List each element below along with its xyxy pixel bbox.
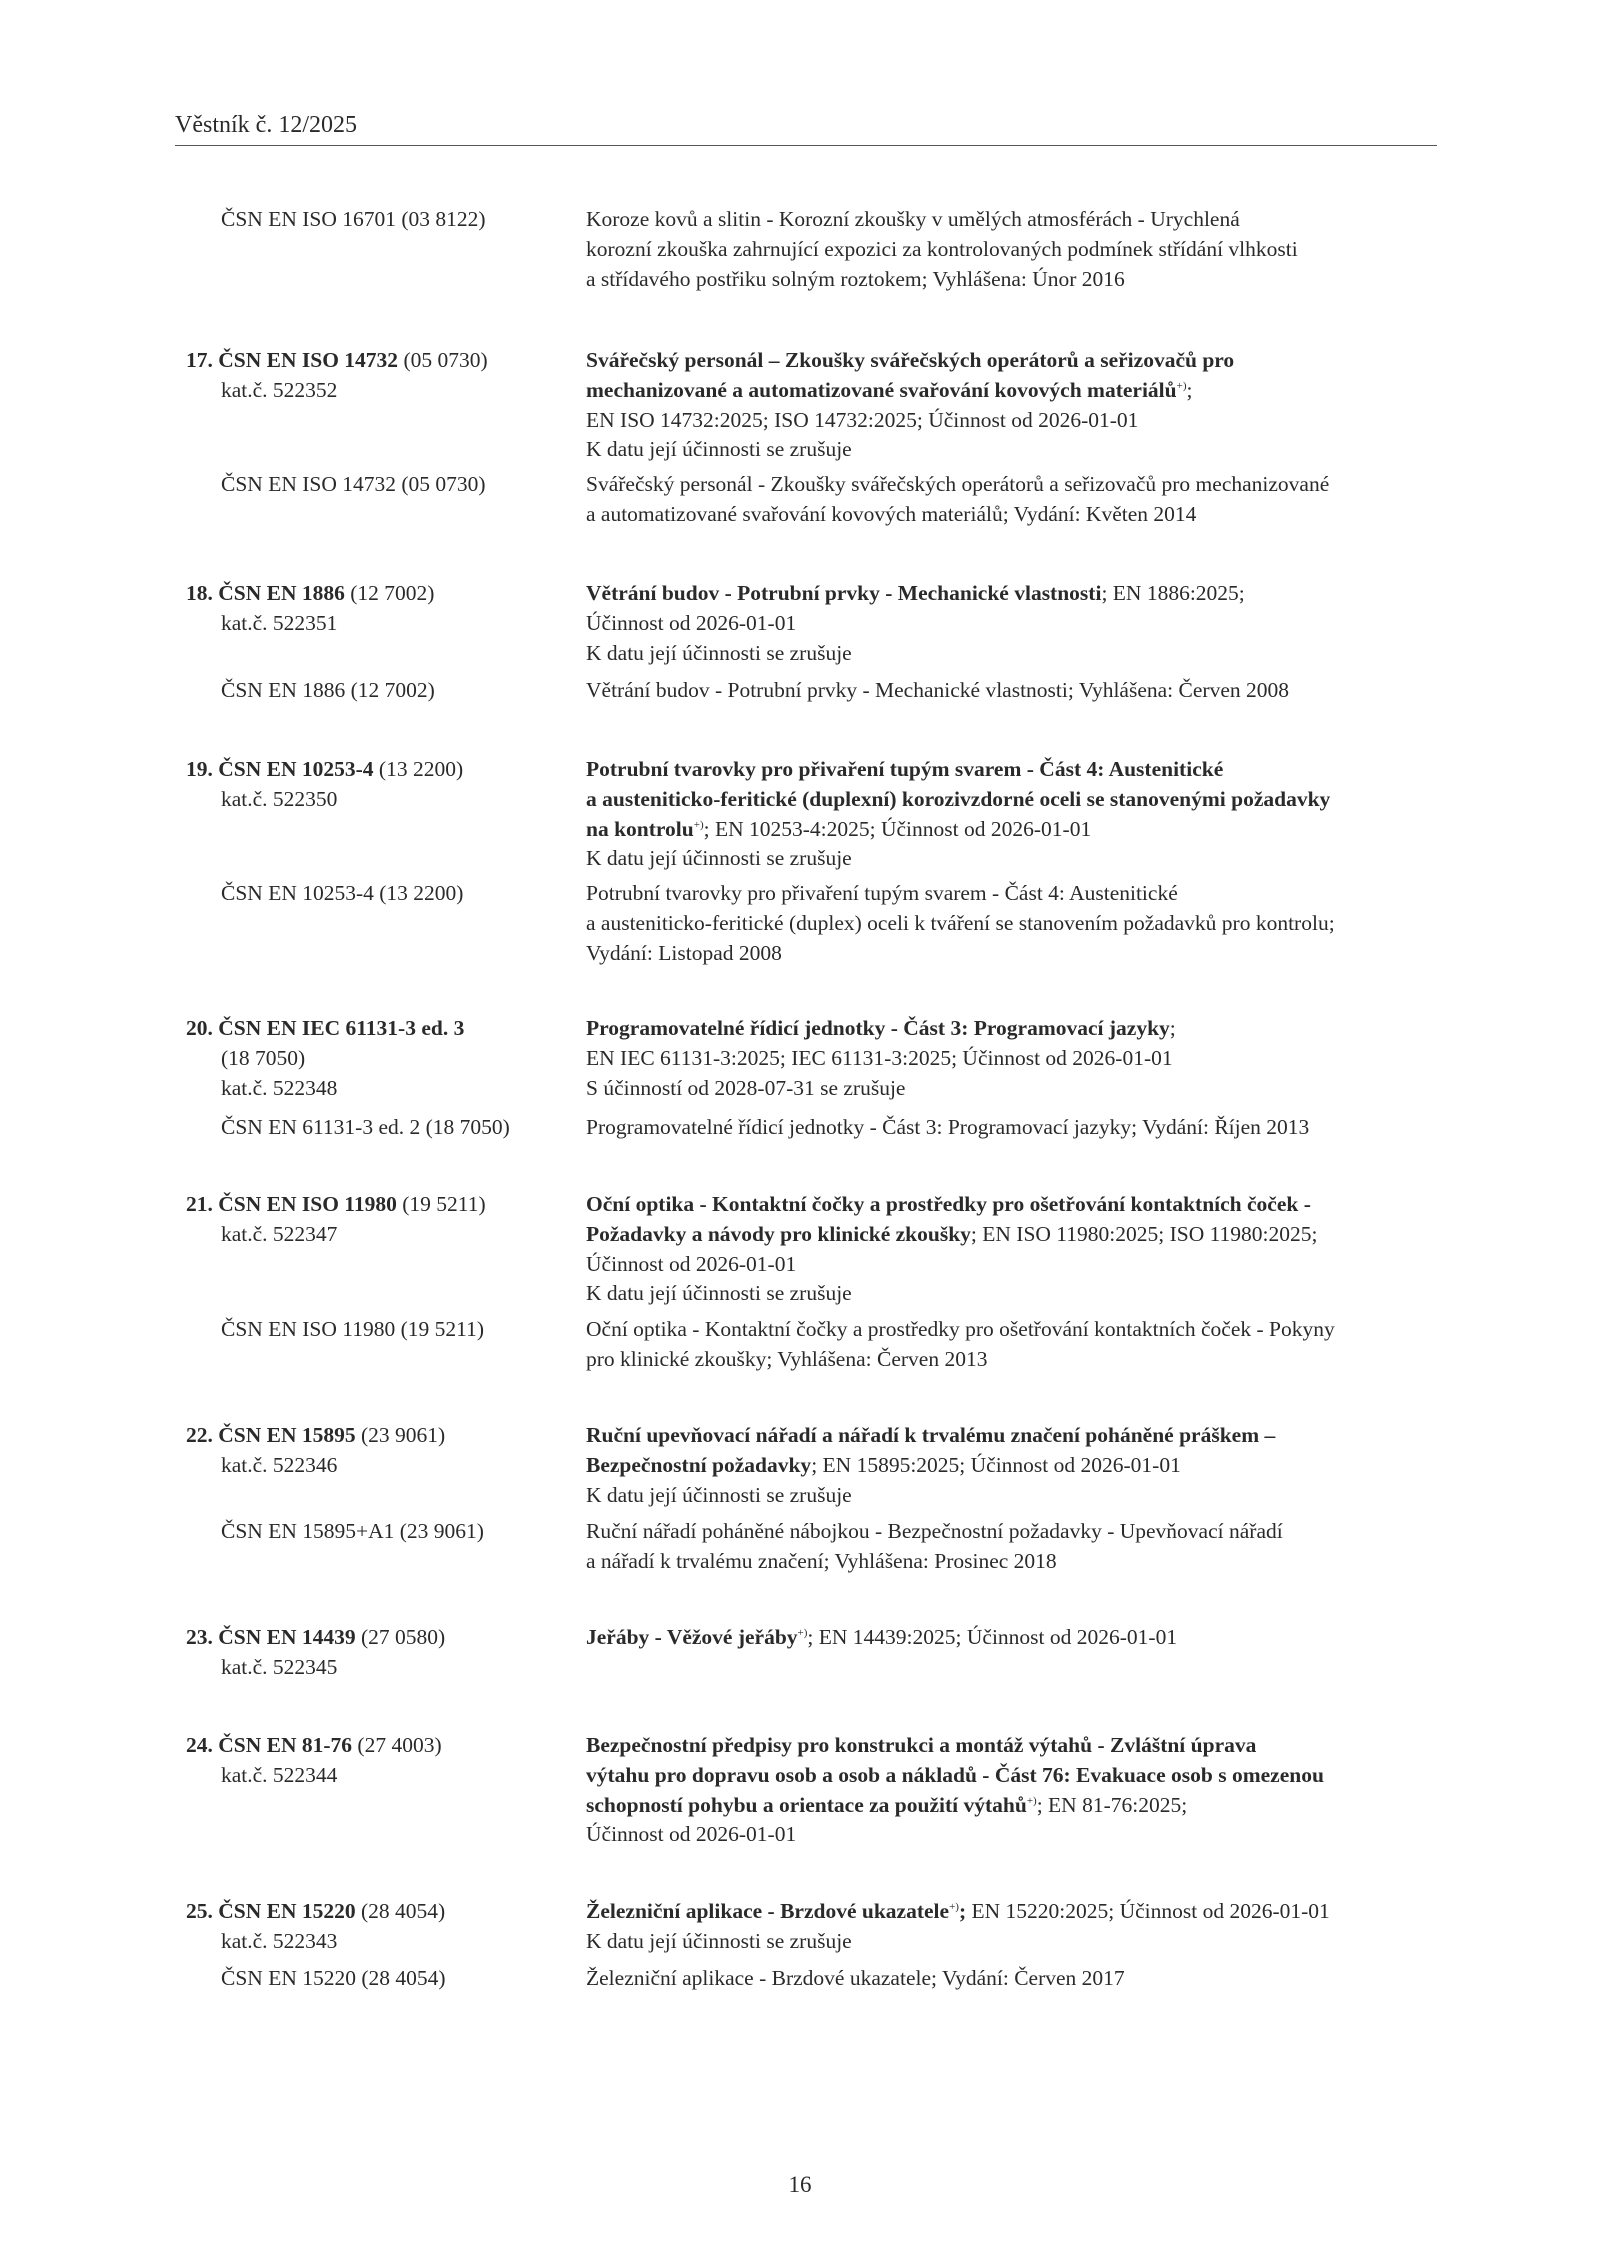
text: K datu její účinnosti se zrušuje xyxy=(586,1928,852,1953)
bold-text: Jeřáby - Věžové jeřáby xyxy=(586,1625,798,1649)
bold-text: Programovatelné řídicí jednotky - Část 3: Programovací jazyky xyxy=(586,1016,1170,1040)
text-line xyxy=(186,1074,464,1104)
text-line xyxy=(586,1820,1324,1850)
text-line xyxy=(586,844,1330,874)
text: kat.č. 522345 xyxy=(221,1654,338,1679)
standard-designation xyxy=(186,1190,486,1250)
text-line xyxy=(586,435,1234,465)
standard-description xyxy=(586,1113,1309,1143)
text-line xyxy=(586,1731,1324,1761)
text-line xyxy=(586,1220,1318,1250)
bold-text: Oční optika - Kontaktní čočky a prostředky pro ošetřování kontaktních čoček - xyxy=(586,1192,1311,1216)
bold-text: 17. ČSN EN ISO 14732 xyxy=(186,348,399,372)
text-line xyxy=(586,785,1330,815)
bold-text: 25. ČSN EN 15220 xyxy=(186,1899,356,1923)
footnote-marker: +) xyxy=(949,1901,959,1913)
text-line xyxy=(586,1481,1275,1511)
standard-designation xyxy=(186,1897,445,1957)
text-line xyxy=(586,1451,1275,1481)
text-line xyxy=(186,1927,445,1957)
bold-text: 24. ČSN EN 81-76 xyxy=(186,1733,353,1757)
text: ČSN EN 15895+A1 (23 9061) xyxy=(221,1519,484,1543)
text: (18 7050) xyxy=(221,1045,306,1070)
text: (05 0730) xyxy=(398,348,488,372)
text: kat.č. 522351 xyxy=(221,610,338,635)
text: ; EN 14439:2025; Účinnost od 2026-01-01 xyxy=(807,1625,1178,1649)
footnote-marker: +) xyxy=(1026,1794,1037,1807)
text-line xyxy=(586,1250,1318,1280)
text-line xyxy=(186,879,463,909)
text: Oční optika - Kontaktní čočky a prostředky pro ošetřování kontaktních čoček - Pokyny xyxy=(586,1317,1335,1341)
standard-designation xyxy=(186,676,435,706)
text-line xyxy=(186,1044,464,1074)
text-line xyxy=(586,1014,1176,1044)
text: (27 0580) xyxy=(355,1625,446,1649)
standard-description xyxy=(586,205,1298,294)
page-number: 16 xyxy=(788,2172,812,2197)
text-line xyxy=(586,815,1330,845)
text-line xyxy=(186,609,434,639)
standard-description xyxy=(586,1623,1177,1653)
standard-designation xyxy=(186,346,488,406)
text: ČSN EN 1886 (12 7002) xyxy=(221,678,435,702)
text-line xyxy=(586,376,1234,406)
text-line xyxy=(586,1315,1335,1345)
text-line xyxy=(586,909,1335,939)
text-line xyxy=(186,676,435,706)
text-line xyxy=(186,1014,464,1044)
text: ; EN 15895:2025; Účinnost od 2026-01-01 xyxy=(811,1452,1181,1477)
text-line xyxy=(586,1074,1176,1104)
text-line xyxy=(586,1517,1283,1547)
text-line xyxy=(186,205,486,235)
text-line xyxy=(186,1623,445,1653)
text: Větrání budov - Potrubní prvky - Mechanické vlastnosti; Vyhlášena: Červen 2008 xyxy=(586,678,1289,702)
text: (27 4003) xyxy=(352,1733,442,1757)
standard-description xyxy=(586,755,1330,874)
text: kat.č. 522352 xyxy=(221,377,338,402)
standard-description xyxy=(586,1964,1125,1994)
standard-designation xyxy=(186,1014,464,1103)
bold-text: mechanizované a automatizované svařování kovových materiálů xyxy=(586,377,1177,402)
text-line xyxy=(586,205,1298,235)
text-line xyxy=(586,1547,1283,1577)
standard-description xyxy=(586,1190,1318,1309)
text: ; xyxy=(1186,377,1193,402)
standard-designation xyxy=(186,470,486,500)
standard-designation xyxy=(186,1113,510,1143)
bold-text: výtahu pro dopravu osob a osob a nákladů - Část 76: Evakuace osob s omezenou xyxy=(586,1762,1324,1787)
text: K datu její účinnosti se zrušuje xyxy=(586,437,852,462)
text-line xyxy=(186,1315,484,1345)
standard-description xyxy=(586,1731,1324,1850)
text-line xyxy=(586,235,1298,265)
bold-text: Požadavky a návody pro klinické zkoušky xyxy=(586,1221,971,1246)
footnote-marker: +) xyxy=(1176,379,1187,392)
text-line xyxy=(186,1761,442,1791)
text-line xyxy=(586,1927,1330,1957)
text: ČSN EN 10253-4 (13 2200) xyxy=(221,881,464,905)
text: ; EN 81-76:2025; xyxy=(1036,1792,1188,1817)
text: kat.č. 522348 xyxy=(221,1075,338,1100)
text: a automatizované svařování kovových materiálů; Vydání: Květen 2014 xyxy=(586,501,1197,526)
text: S účinností od 2028-07-31 se zrušuje xyxy=(586,1075,906,1100)
text: ČSN EN ISO 14732 (05 0730) xyxy=(221,472,486,496)
standard-designation xyxy=(186,205,486,235)
text-line xyxy=(586,1113,1309,1143)
text: ; EN ISO 11980:2025; ISO 11980:2025; xyxy=(970,1221,1318,1246)
text: Účinnost od 2026-01-01 xyxy=(586,610,797,635)
text: K datu její účinnosti se zrušuje xyxy=(586,846,852,871)
text-line xyxy=(586,609,1245,639)
text-line xyxy=(186,1897,445,1927)
bold-text: 19. ČSN EN 10253-4 xyxy=(186,757,374,781)
text-line xyxy=(586,470,1329,500)
text-line xyxy=(586,1623,1177,1653)
text-line xyxy=(586,1279,1318,1309)
text-line xyxy=(186,1653,445,1683)
bold-text: Bezpečnostní předpisy pro konstrukci a montáž výtahů - Zvláštní úprava xyxy=(586,1733,1257,1757)
text: Vydání: Listopad 2008 xyxy=(586,940,782,965)
bold-text: ; xyxy=(958,1899,967,1923)
standard-description xyxy=(586,676,1289,706)
text: ; EN 1886:2025; xyxy=(1101,581,1245,605)
text: (23 9061) xyxy=(355,1423,446,1447)
text: Ruční nářadí poháněné nábojkou - Bezpečnostní požadavky - Upevňovací nářadí xyxy=(586,1519,1283,1543)
text-line xyxy=(186,376,488,406)
standard-designation xyxy=(186,1315,484,1345)
bold-text: Větrání budov - Potrubní prvky - Mechanické vlastnosti xyxy=(586,581,1102,605)
bold-text: 21. ČSN EN ISO 11980 xyxy=(186,1192,397,1216)
text-line xyxy=(586,406,1234,436)
text: a austeniticko-feritické (duplex) oceli k tváření se stanovením požadavků pro kontrolu; xyxy=(586,910,1335,935)
text-line xyxy=(186,1451,445,1481)
text-line xyxy=(586,939,1335,969)
bold-text: 18. ČSN EN 1886 xyxy=(186,581,345,605)
text-line xyxy=(186,1220,486,1250)
text: pro klinické zkoušky; Vyhlášena: Červen 2013 xyxy=(586,1346,988,1371)
text: kat.č. 522350 xyxy=(221,786,338,811)
text-line xyxy=(586,1044,1176,1074)
standard-description xyxy=(586,1315,1335,1375)
text-line xyxy=(586,1791,1324,1821)
bold-text: Potrubní tvarovky pro přivaření tupým svarem - Část 4: Austenitické xyxy=(586,757,1224,781)
standard-description xyxy=(586,346,1234,465)
standard-designation xyxy=(186,1731,442,1791)
text: ČSN EN ISO 16701 (03 8122) xyxy=(221,207,486,231)
text-line xyxy=(586,1190,1318,1220)
text: ; xyxy=(1169,1016,1176,1040)
text-line xyxy=(586,879,1335,909)
standard-description xyxy=(586,470,1329,530)
text: Koroze kovů a slitin - Korozní zkoušky v umělých atmosférách - Urychlená xyxy=(586,207,1240,231)
footnote-marker: +) xyxy=(797,1627,808,1639)
text: ČSN EN 61131-3 ed. 2 (18 7050) xyxy=(221,1115,510,1139)
standard-designation xyxy=(186,579,434,639)
text-line xyxy=(586,1897,1330,1927)
standard-designation xyxy=(186,1964,446,1994)
bold-text: Ruční upevňovací nářadí a nářadí k trvalému značení poháněné práškem – xyxy=(586,1423,1276,1447)
text-line xyxy=(586,346,1234,376)
text-line xyxy=(586,639,1245,669)
text: korozní zkouška zahrnující expozici za kontrolovaných podmínek střídání vlhkosti xyxy=(586,236,1298,261)
standard-description xyxy=(586,1897,1330,1957)
bold-text: 22. ČSN EN 15895 xyxy=(186,1423,356,1447)
standard-designation xyxy=(186,879,463,909)
text: K datu její účinnosti se zrušuje xyxy=(586,1482,852,1507)
text: kat.č. 522343 xyxy=(221,1928,338,1953)
text: EN ISO 14732:2025; ISO 14732:2025; Účinnost od 2026-01-01 xyxy=(586,407,1139,432)
text: Účinnost od 2026-01-01 xyxy=(586,1251,797,1276)
standard-designation xyxy=(186,1421,445,1481)
text: ČSN EN 15220 (28 4054) xyxy=(221,1966,446,1990)
text-line xyxy=(586,1421,1275,1451)
bold-text: Svářečský personál – Zkoušky svářečských operátorů a seřizovačů pro xyxy=(586,348,1235,372)
text: (13 2200) xyxy=(373,757,464,781)
text-line xyxy=(586,500,1329,530)
text: EN IEC 61131-3:2025; IEC 61131-3:2025; Účinnost od 2026-01-01 xyxy=(586,1045,1173,1070)
standard-description xyxy=(586,579,1245,668)
text: Potrubní tvarovky pro přivaření tupým svarem - Část 4: Austenitické xyxy=(586,881,1178,905)
text: Programovatelné řídicí jednotky - Část 3: Programovací jazyky; Vydání: Říjen 2013 xyxy=(586,1115,1310,1139)
text: kat.č. 522347 xyxy=(221,1221,338,1246)
text-line xyxy=(186,1113,510,1143)
bold-text: 20. ČSN EN IEC 61131-3 ed. 3 xyxy=(186,1016,465,1040)
standard-designation xyxy=(186,1517,484,1547)
text: EN 15220:2025; Účinnost od 2026-01-01 xyxy=(966,1899,1330,1923)
text-line xyxy=(186,1731,442,1761)
text: Účinnost od 2026-01-01 xyxy=(586,1822,797,1847)
text-line xyxy=(186,579,434,609)
standard-description xyxy=(586,1014,1176,1103)
text-line xyxy=(586,1761,1324,1791)
bold-text: na kontrolu xyxy=(586,816,694,841)
standard-description xyxy=(586,879,1335,968)
text: K datu její účinnosti se zrušuje xyxy=(586,1281,852,1306)
text: kat.č. 522344 xyxy=(221,1762,338,1787)
bold-text: schopností pohybu a orientace za použití výtahů xyxy=(586,1792,1027,1817)
text-line xyxy=(186,785,463,815)
standard-description xyxy=(586,1421,1275,1510)
text: K datu její účinnosti se zrušuje xyxy=(586,640,852,665)
text-line xyxy=(186,1421,445,1451)
text: (28 4054) xyxy=(355,1899,446,1923)
standard-designation xyxy=(186,1623,445,1683)
text: Svářečský personál - Zkoušky svářečských operátorů a seřizovačů pro mechanizované xyxy=(586,472,1330,496)
standard-description xyxy=(586,1517,1283,1577)
bold-text: a austeniticko-feritické (duplexní) korozivzdorné oceli se stanovenými požadavky xyxy=(586,786,1331,811)
text: ; EN 10253-4:2025; Účinnost od 2026-01-01 xyxy=(703,816,1092,841)
text-line xyxy=(186,1964,446,1994)
bold-text: Železniční aplikace - Brzdové ukazatele xyxy=(586,1899,950,1923)
journal-header-title: Věstník č. 12/2025 xyxy=(175,112,357,138)
standard-designation xyxy=(186,755,463,815)
bold-text: 23. ČSN EN 14439 xyxy=(186,1625,356,1649)
text: (12 7002) xyxy=(344,581,435,605)
text-line xyxy=(186,470,486,500)
text: a nářadí k trvalému značení; Vyhlášena: Prosinec 2018 xyxy=(586,1548,1057,1573)
text-line xyxy=(186,1190,486,1220)
footnote-marker: +) xyxy=(693,818,704,831)
text: ČSN EN ISO 11980 (19 5211) xyxy=(221,1317,484,1341)
text-line xyxy=(186,755,463,785)
text-line xyxy=(186,346,488,376)
text-line xyxy=(586,265,1298,295)
bold-text: Bezpečnostní požadavky xyxy=(586,1452,812,1477)
text: (19 5211) xyxy=(396,1192,486,1216)
text: kat.č. 522346 xyxy=(221,1452,338,1477)
text-line xyxy=(186,1517,484,1547)
text-line xyxy=(586,755,1330,785)
header-rule xyxy=(175,145,1437,146)
text-line xyxy=(586,1345,1335,1375)
text: a střídavého postřiku solným roztokem; Vyhlášena: Únor 2016 xyxy=(586,266,1125,291)
text: Železniční aplikace - Brzdové ukazatele; Vydání: Červen 2017 xyxy=(586,1966,1125,1990)
text-line xyxy=(586,676,1289,706)
text-line xyxy=(586,579,1245,609)
text-line xyxy=(586,1964,1125,1994)
